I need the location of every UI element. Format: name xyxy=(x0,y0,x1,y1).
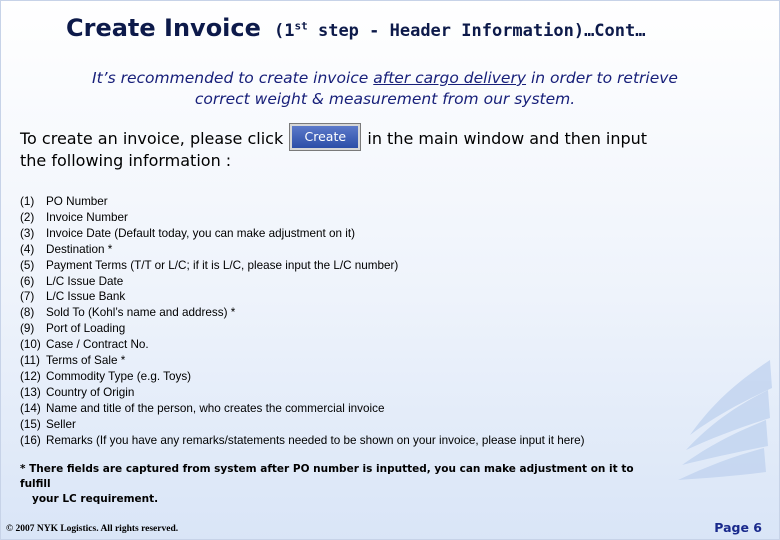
list-item-text: L/C Issue Bank xyxy=(46,290,126,304)
recommendation-part2: in order to retrieve xyxy=(526,69,678,87)
list-item-text: Invoice Date (Default today, you can make adjustment on it) xyxy=(46,226,356,240)
slide-title-main: Create Invoice xyxy=(66,14,261,42)
intro-before-button: To create an invoice, please click xyxy=(20,129,284,148)
wing-logo-icon xyxy=(620,340,780,500)
list-item xyxy=(20,305,760,321)
list-item-number: (6) xyxy=(20,274,35,288)
list-item-number: (11) xyxy=(20,354,40,368)
list-item xyxy=(20,258,760,274)
list-item-text: Invoice Number xyxy=(46,210,128,224)
list-item-text: Country of Origin xyxy=(46,385,135,399)
list-item xyxy=(20,321,760,337)
recommendation-note xyxy=(40,68,730,110)
list-item-text: Commodity Type (e.g. Toys) xyxy=(46,369,192,383)
list-item-number: (5) xyxy=(20,258,35,272)
list-item-number: (3) xyxy=(20,226,35,240)
list-item-number: (7) xyxy=(20,290,35,304)
list-item-number: (16) xyxy=(20,433,41,447)
list-item-text: Case / Contract No. xyxy=(46,338,149,352)
list-item xyxy=(20,242,760,258)
list-item-number: (4) xyxy=(20,242,35,256)
footnote-line1: * There fields are captured from system after PO number is inputted, you can make adjustment on it to fulfill xyxy=(20,463,634,490)
list-item-text: Remarks (If you have any remarks/statements needed to be shown on your invoice, please input it here) xyxy=(46,433,585,447)
list-item xyxy=(20,194,760,210)
list-item xyxy=(20,274,760,290)
list-item-number: (9) xyxy=(20,322,35,336)
subtitle-suffix: step - Header Information)…Cont… xyxy=(307,21,646,41)
slide-title xyxy=(66,14,646,42)
list-item-number: (14) xyxy=(20,401,41,415)
list-item xyxy=(20,226,760,242)
subtitle-superscript: st xyxy=(294,19,308,33)
list-item xyxy=(20,289,760,305)
intro-after-button: in the main window and then input xyxy=(362,129,648,148)
intro-line2: the following information : xyxy=(20,151,232,170)
create-button[interactable]: Create xyxy=(290,124,360,150)
list-item-text: Port of Loading xyxy=(46,322,126,336)
list-item-number: (8) xyxy=(20,306,35,320)
recommendation-underlined: after cargo delivery xyxy=(373,69,527,87)
subtitle-prefix: (1 xyxy=(274,21,295,41)
intro-text xyxy=(20,128,720,172)
recommendation-part1: It’s recommended to create invoice xyxy=(92,69,374,87)
list-item-number: (10) xyxy=(20,338,41,352)
list-item-text: Seller xyxy=(46,417,76,431)
list-item-number: (13) xyxy=(20,385,41,399)
list-item-number: (15) xyxy=(20,417,41,431)
list-item-text: PO Number xyxy=(46,195,108,208)
list-item xyxy=(20,210,760,226)
page-number: Page 6 xyxy=(714,520,762,535)
list-item-text: L/C Issue Date xyxy=(46,274,124,288)
footnote-line2: your LC requirement. xyxy=(32,493,159,505)
copyright-text: © 2007 NYK Logistics. All rights reserved. xyxy=(6,524,179,534)
list-item-text: Sold To (Kohl’s name and address) * xyxy=(46,306,236,320)
slide-title-subtitle xyxy=(274,21,646,41)
list-item-text: Terms of Sale * xyxy=(46,354,126,368)
list-item-text: Destination * xyxy=(46,242,113,256)
list-item-number: (2) xyxy=(20,210,35,224)
recommendation-line2: correct weight & measurement from our system. xyxy=(194,90,576,108)
list-item-number: (12) xyxy=(20,369,41,383)
footnote xyxy=(20,462,660,507)
list-item-text: Name and title of the person, who creates the commercial invoice xyxy=(46,401,385,415)
list-item-text: Payment Terms (T/T or L/C; if it is L/C, please input the L/C number) xyxy=(46,258,399,272)
list-item-number: (1) xyxy=(20,195,35,208)
